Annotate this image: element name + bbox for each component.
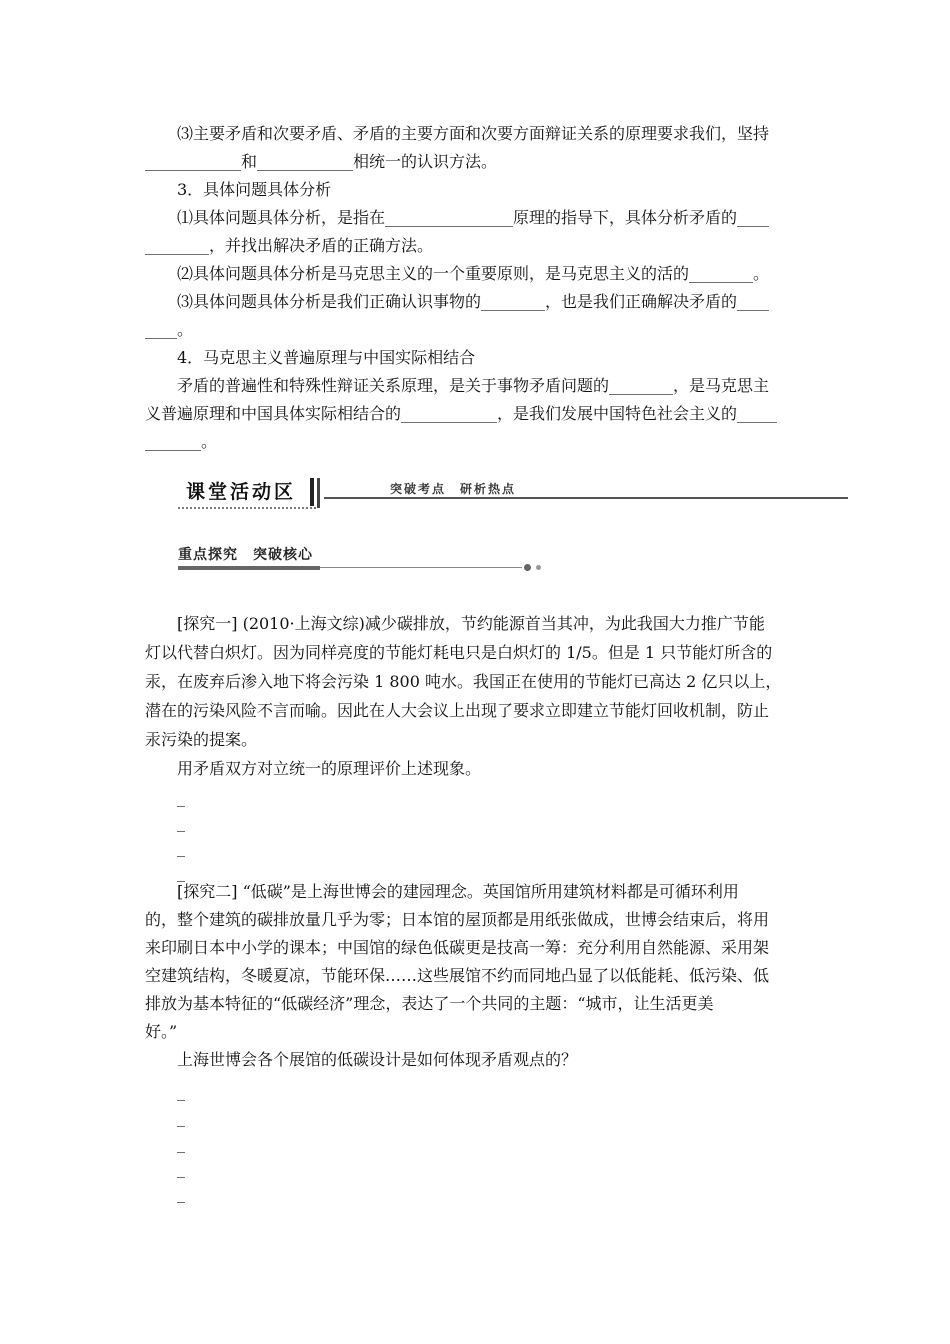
fill-blank-line: ⑵具体问题具体分析是马克思主义的一个重要原则，是马克思主义的活的________。 xyxy=(177,264,770,283)
answer-line: _ xyxy=(177,838,185,857)
bullet-dot xyxy=(524,564,531,571)
answer-line: _ xyxy=(177,863,185,882)
explore-question: 用矛盾双方对立统一的原理评价上述现象。 xyxy=(177,759,482,778)
explore-text: 潜在的污染风险不言而喻。因此在人大会议上出现了要求立即建立节能灯回收机制，防止 xyxy=(145,701,770,720)
explore-question: 上海世博会各个展馆的低碳设计是如何体现矛盾观点的？ xyxy=(177,1050,578,1069)
banner-divider xyxy=(317,478,320,508)
explore-text: [探究二] “低碳”是上海世博会的建园理念。英国馆所用建筑材料都是可循环利用 xyxy=(177,882,739,901)
explore-text: 的，整个建筑的碳排放量几乎为零；日本馆的屋顶都是用纸张做成，世博会结束后，将用 xyxy=(145,910,770,929)
banner-title: 课堂活动区 xyxy=(186,481,297,503)
banner-divider xyxy=(310,478,314,506)
fill-blank-line: _______。 xyxy=(145,432,218,451)
fill-blank-line: 矛盾的普遍性和特殊性辩证关系原理，是关于事物矛盾问题的________，是马克思主 xyxy=(177,376,770,395)
answer-line: _ xyxy=(177,1134,185,1153)
answer-line: _ xyxy=(177,813,185,832)
answer-line: _ xyxy=(177,788,185,807)
explore-text: 空建筑结构，冬暖夏凉，节能环保……这些展馆不约而同地凸显了以低能耗、低污染、低 xyxy=(145,966,770,985)
text-line: ⑶主要矛盾和次要矛盾、矛盾的主要方面和次要方面辩证关系的原理要求我们，坚持 xyxy=(177,124,770,143)
explore-text: 好。” xyxy=(145,1022,178,1041)
explore-text: 灯以代替白炽灯。因为同样亮度的节能灯耗电只是白炽灯的 1/5。但是 1 只节能灯所含的 xyxy=(145,643,773,662)
fill-blank-line: ⑶具体问题具体分析是我们正确认识事物的________，也是我们正确解决矛盾的____ xyxy=(177,292,770,311)
fill-blank-line: ____________和____________相统一的认识方法。 xyxy=(145,152,498,171)
fill-blank-line: 义普遍原理和中国具体实际相结合的____________，是我们发展中国特色社会主义的_____ xyxy=(145,404,778,423)
explore-text: 排放为基本特征的“低碳经济”理念，表达了一个共同的主题：“城市，让生活更美 xyxy=(145,994,714,1013)
section-heading: 3．具体问题具体分析 xyxy=(177,180,332,199)
bullet-dot xyxy=(536,565,541,570)
banner-rule xyxy=(324,497,848,499)
answer-line: _ xyxy=(177,1159,185,1178)
section-banner xyxy=(178,476,850,512)
section-heading: 4．马克思主义普遍原理与中国实际相结合 xyxy=(177,348,476,367)
explore-text: 汞污染的提案。 xyxy=(145,730,258,749)
fill-blank-line: ________，并找出解决矛盾的正确方法。 xyxy=(145,236,434,255)
subsection-title: 重点探究 突破核心 xyxy=(178,547,313,563)
answer-line: _ xyxy=(177,1108,185,1127)
subsection-rule xyxy=(178,566,320,570)
answer-line: _ xyxy=(177,1184,185,1203)
subsection-header xyxy=(178,544,550,574)
fill-blank-line: ⑴具体问题具体分析，是指在________________原理的指导下，具体分析矛盾的____ xyxy=(177,208,770,227)
answer-line: _ xyxy=(177,1082,185,1101)
banner-subtitle: 突破考点 研析热点 xyxy=(390,482,517,496)
subsection-rule xyxy=(320,567,522,568)
explore-text: 来印刷日本中小学的课本；中国馆的绿色低碳更是技高一筹：充分利用自然能源、采用架 xyxy=(145,938,770,957)
explore-text: [探究一] (2010·上海文综)减少碳排放，节约能源首当其冲，为此我国大力推广节能 xyxy=(177,614,765,633)
fill-blank-line: ____。 xyxy=(145,320,194,339)
explore-text: 汞，在废弃后渗入地下将会污染 1 800 吨水。我国正在使用的节能灯已高达 2 亿只以上， xyxy=(145,672,782,691)
banner-dotted-rule xyxy=(178,507,316,509)
